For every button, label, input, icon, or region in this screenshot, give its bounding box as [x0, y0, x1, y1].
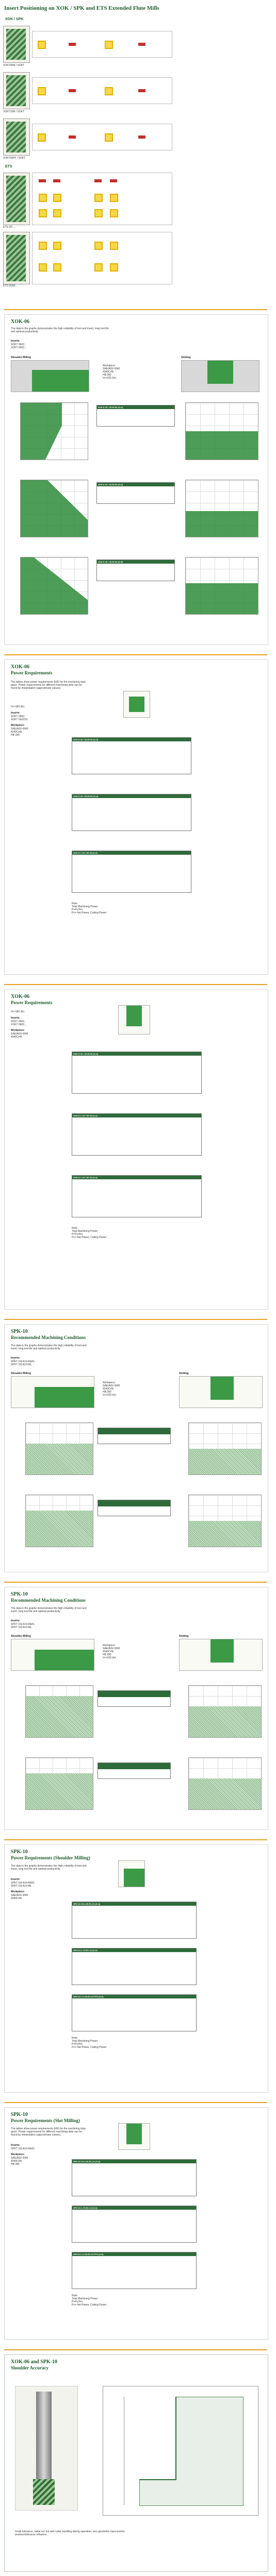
note-line: Pc= Net Power, Cutting Power — [72, 1236, 107, 1239]
data-table — [96, 482, 175, 504]
milling-diagram — [118, 2123, 150, 2150]
note-line: P=Pc/Pm — [72, 908, 83, 911]
tool-thumbnail — [3, 173, 30, 225]
section-intro: The data in the graphs demonstrates the high reliability of tool and insert, long tool life and optimal productivity. — [11, 327, 109, 333]
spk10-conditions-panel-2 — [4, 1587, 268, 1830]
workpiece-line: HB 280 — [103, 1391, 111, 1394]
insert-line: SPKT 10L4LN-RA/G — [11, 1623, 35, 1626]
shoulder-chart — [25, 1685, 93, 1738]
insert-line: SPKT 10L4LN-RA/G — [11, 2147, 35, 2150]
divider — [4, 2349, 267, 2350]
section-subtitle: Power Requirements (Slot Milling) — [11, 2118, 80, 2123]
table-title: SPK D1 25-1.00-R1-10 (Z=3) — [72, 2160, 196, 2163]
power-table — [72, 1948, 197, 1985]
vc-label: Vc=180 (fn) — [11, 705, 24, 708]
tool-thumbnail — [3, 72, 30, 109]
workpiece-line: Vc=220 (fn) — [103, 1394, 116, 1397]
shoulder-accuracy-panel — [4, 2354, 268, 2572]
workpiece-line: SAE/AISI 4340 — [103, 367, 120, 370]
section-subtitle: Power Requirements (Shoulder Milling) — [11, 1855, 90, 1860]
insert-row — [32, 232, 172, 284]
shoulder-chart — [25, 1757, 93, 1810]
workpiece-line: SAE/AISI 4340 — [103, 1647, 120, 1650]
insert-row — [32, 77, 172, 104]
shoulder-diagram — [11, 1376, 94, 1408]
inserts-label: Inserts: — [11, 1878, 21, 1881]
workpiece-label: Workpiece: — [11, 724, 25, 727]
ets-label: ETS — [5, 165, 12, 168]
workpiece-line: Vc=220 (fn) — [103, 1656, 116, 1659]
note-line: Pc= Net Power, Cutting Power — [72, 911, 107, 914]
slotting-diagram — [179, 1376, 263, 1408]
power-table — [72, 1994, 197, 2031]
row-label: ETS 2/2 ... — [3, 226, 15, 229]
slotting-chart — [188, 1495, 262, 1547]
tool-thumbnail — [3, 118, 30, 156]
insert-line: XOKT 0602... — [11, 1023, 27, 1026]
note-line: Note: — [72, 902, 78, 905]
power-table — [72, 1052, 202, 1094]
row-label: XOKT10M / SOKT — [3, 110, 25, 113]
insert-line: SPKT 10L4LN-ML — [11, 1363, 32, 1366]
shoulder-milling-title: Shoulder Milling — [11, 1372, 31, 1375]
power-table — [72, 1113, 202, 1156]
tool-image — [15, 2386, 78, 2511]
note-line: P=Pc/Pm — [72, 2300, 83, 2303]
accuracy-diagram — [103, 2386, 258, 2516]
shoulder-chart-3 — [20, 557, 88, 615]
inserts-label: Inserts: — [11, 1357, 21, 1360]
note-line: P=Pc/Pm — [72, 2043, 83, 2046]
caption: Small tolerance, radial run out and cutter handling during operation: very geometric inaccuracies produce/tolerance influence. — [15, 2530, 125, 2536]
milling-diagram — [118, 1005, 150, 1035]
divider — [4, 1319, 267, 1320]
power-table — [72, 2252, 197, 2289]
data-table — [96, 560, 175, 581]
table-title: XOK D 20 / 20-90 06 (Z=4) — [97, 405, 174, 409]
insert-line: SOKT 0602... — [11, 715, 27, 718]
note-line: Note: — [72, 2294, 78, 2297]
slotting-diagram — [181, 360, 259, 392]
insert-line: SPKT 10L4LN-RA/G — [11, 1882, 35, 1885]
power-table — [72, 1175, 202, 1217]
table-title: SPK D1 2-2.00-R1-10 FFS (Z=5) — [72, 2252, 196, 2256]
shoulder-chart — [25, 1422, 93, 1475]
workpiece-line: SAE/AISI 4340 — [11, 1894, 28, 1897]
power-table — [72, 794, 191, 831]
insert-row — [32, 173, 172, 225]
shoulder-milling-title: Shoulder Milling — [11, 356, 31, 359]
workpiece-line: Workpiece: — [103, 1381, 116, 1384]
slotting-title: Slotting — [179, 1372, 189, 1375]
milling-diagram — [118, 1860, 145, 1887]
slotting-diagram — [179, 1639, 263, 1671]
inserts-label: Inserts: — [11, 340, 21, 343]
section-title: XOK-06 and SPK-10 — [11, 2359, 58, 2365]
workpiece-line: 4340CrNi — [11, 731, 22, 734]
slotting-title: Slotting — [181, 356, 191, 359]
data-table — [98, 1428, 171, 1444]
divider — [4, 2102, 267, 2103]
note-line: Pc= Net Power, Cutting Power — [72, 2303, 107, 2307]
shoulder-milling-title: Shoulder Milling — [11, 1635, 31, 1638]
page-title: Insert Positioning on XOK / SPK and ETS Extended Flute Mills — [4, 5, 159, 11]
table-title: XOK D 1 1/2 / 90 06 (Z=4) — [72, 1176, 201, 1179]
shoulder-chart-2 — [20, 480, 88, 537]
tool-thumbnail — [3, 26, 30, 63]
insert-line: SPKT 10L4LN-RA/G — [11, 1360, 35, 1363]
workpiece-line: SAE/AISI 4340 — [11, 1032, 28, 1036]
data-table — [96, 405, 175, 427]
note-line: Total Machining Power — [72, 1230, 98, 1233]
table-title: SPK D1 2-2.00-R1-10 FFS (Z=5) — [72, 1995, 196, 1998]
workpiece-line: 4340CrNi — [11, 1897, 22, 1900]
power-table — [72, 851, 191, 893]
shoulder-chart-1 — [20, 402, 88, 460]
workpiece-label: Workpiece: — [11, 1890, 25, 1893]
slotting-chart-2 — [185, 480, 258, 537]
section-title: XOK-06 — [11, 664, 30, 670]
tool-thumbnail — [3, 232, 30, 284]
vc-label: Vc=180 (fn) — [11, 1010, 24, 1013]
table-title: XOK D 1 1/2 / 90 06 (Z=4) — [72, 851, 191, 855]
section-subtitle: Shoulder Accuracy — [11, 2365, 49, 2370]
section-intro: The tables show power requirements (kW) for the machining data given. Power requirements for different machining data can be found by interpolation (approximate values). — [11, 681, 86, 690]
section-subtitle: Power Requirements — [11, 670, 53, 675]
section-intro: The data in the graphs demonstrates the high reliability of tool and insert, long tool life and optimal productivity. — [11, 1865, 87, 1871]
workpiece-line: Workpiece: — [103, 364, 116, 367]
inserts-label: Inserts: — [11, 711, 21, 715]
spk10-power-slot-panel — [4, 2107, 268, 2340]
insert-row — [32, 124, 172, 150]
table-title: XOK D 25 / 25-90 06 (Z=4) — [72, 794, 191, 798]
inserts-label: Inserts: — [11, 1619, 21, 1622]
section-subtitle: Recommended Machining Conditions — [11, 1335, 86, 1340]
workpiece-line: 4340CrNi — [11, 2160, 22, 2163]
row-label: XOKT05PF / SOKT — [3, 157, 26, 160]
section-title: SPK-10 — [11, 2112, 28, 2117]
divider — [4, 1582, 267, 1583]
slotting-chart-1 — [185, 402, 258, 460]
table-title: SPK D1 1-75-R1-10 (Z=3) — [72, 1948, 196, 1952]
data-table — [98, 1690, 171, 1707]
section-title: XOK-06 — [11, 994, 30, 999]
section-intro: The data in the graphs demonstrates the high reliability of tool and insert, long tool life and optimal productivity. — [11, 1607, 87, 1613]
table-title: XOK D 32 / 32-90 06 (Z=4) — [97, 483, 174, 486]
slotting-title: Slotting — [179, 1635, 189, 1638]
workpiece-line: 4340CrNi — [11, 1036, 22, 1039]
power-table — [72, 2206, 197, 2243]
row-label: XOKT05M / SOKT — [3, 64, 25, 67]
table-title: SPK D1 1-75-R1-10 (Z=3) — [72, 2206, 196, 2210]
section-subtitle: Recommended Machining Conditions — [11, 1598, 86, 1603]
power-table — [72, 2159, 197, 2196]
table-title: XOK D 32 / 32-90 06 (Z=4) — [72, 1052, 201, 1056]
slotting-chart — [188, 1757, 262, 1810]
workpiece-line: HB 280 — [103, 1653, 111, 1656]
section-intro: The tables show power requirements (kW) for the machining data given. Power requirements for different machining data can be found by interpolation (approximate values). — [11, 2127, 86, 2137]
workpiece-line: 4340CrNi — [103, 1387, 114, 1391]
note-line: Note: — [72, 2037, 78, 2040]
shoulder-diagram — [11, 1639, 94, 1671]
table-title: XOK D 40 / 40-90 06 (Z=5) — [97, 560, 174, 564]
insert-positioning-section — [3, 15, 178, 294]
section-title: SPK-10 — [11, 1849, 28, 1855]
slotting-chart — [188, 1685, 262, 1738]
workpiece-line: Workpiece: — [103, 1644, 116, 1647]
section-title: SPK-10 — [11, 1329, 28, 1334]
insert-line: SOKT 0602SS — [11, 718, 28, 721]
workpiece-label: Workpiece: — [11, 2153, 25, 2156]
workpiece-line: HB 280 — [11, 734, 20, 737]
xok-spk-label: XOK / SPK — [5, 18, 24, 21]
workpiece-line: SAE/AISI 4340 — [103, 1384, 120, 1387]
section-title: SPK-10 — [11, 1591, 28, 1597]
divider — [4, 309, 267, 310]
workpiece-line: SAE/AISI 4340 — [11, 727, 28, 731]
note-line: P=Pc/Pm — [72, 1233, 83, 1236]
section-intro: The data in the graphs demonstrates the high reliability of tool and insert, long tool life and optimal productivity. — [11, 1344, 87, 1350]
workpiece-label: Workpiece: — [11, 1029, 25, 1032]
section-title: XOK-06 — [11, 319, 30, 325]
note-line: Pc= Net Power, Cutting Power — [72, 2046, 107, 2049]
insert-line: SPKT 10L4LN-ML — [11, 1885, 32, 1888]
xok06-power-panel-2 — [4, 989, 268, 1310]
table-title: SPK D1 25-1.00-R1-10 (Z=3) — [72, 1902, 196, 1906]
inserts-label: Inserts: — [11, 1016, 21, 1020]
spk10-conditions-panel-1 — [4, 1324, 268, 1572]
xok06-power-panel-1 — [4, 659, 268, 975]
divider — [4, 1839, 267, 1840]
slotting-chart-3 — [185, 557, 258, 615]
workpiece-line: SAE/AISI 4340 — [11, 2157, 28, 2160]
shoulder-diagram — [11, 360, 89, 392]
spk10-power-shoulder-panel — [4, 1844, 268, 2093]
note-line: Total Machining Power — [72, 2040, 98, 2043]
note-line: Note: — [72, 1227, 78, 1230]
note-line: Total Machining Power — [72, 2297, 98, 2300]
slotting-chart — [188, 1422, 262, 1475]
inserts-label: Inserts: — [11, 2144, 21, 2147]
insert-line: SOKT 0602... — [11, 1020, 27, 1023]
workpiece-line: Vc=220 (fn) — [103, 377, 116, 380]
power-table — [72, 1902, 197, 1939]
milling-diagram — [123, 691, 150, 718]
data-table — [98, 1762, 171, 1779]
xok06-graphs-panel — [4, 314, 268, 645]
shoulder-chart — [25, 1495, 93, 1547]
power-table — [72, 737, 191, 774]
workpiece-line: HB 280 — [11, 2163, 20, 2166]
insert-line: SPKT 10L4LN-ML — [11, 1626, 32, 1629]
divider — [4, 984, 267, 985]
data-table — [98, 1500, 171, 1516]
insert-line: SOKT 0602... — [11, 343, 27, 346]
insert-line: XOKT 0602... — [11, 346, 27, 349]
workpiece-line: 4340CrNi — [103, 1650, 114, 1653]
table-title: XOK D 1 1/2 / 90 06 (Z=4) — [72, 1114, 201, 1117]
insert-row — [32, 31, 172, 58]
row-label: ETS 05/06 ... — [3, 284, 19, 287]
divider — [4, 654, 267, 655]
table-title: XOK D 32 / 32-90 06 (Z=4) — [72, 738, 191, 741]
section-subtitle: Power Requirements — [11, 1000, 53, 1005]
note-line: Total Machining Power — [72, 905, 98, 908]
workpiece-line: 4340CrNi — [103, 370, 114, 374]
workpiece-line: HB 280 — [103, 374, 111, 377]
